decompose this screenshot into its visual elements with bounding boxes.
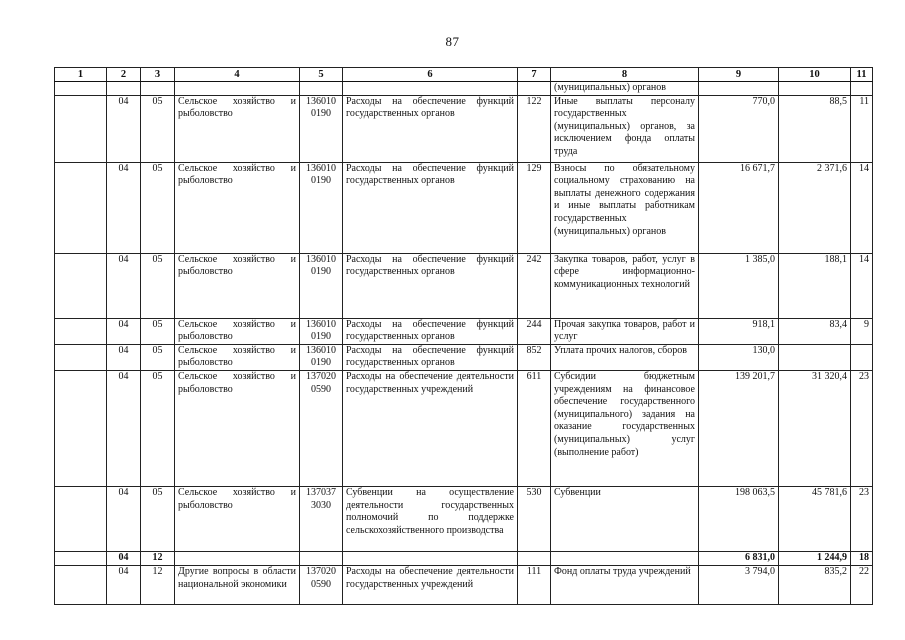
- table-body: [55, 82, 873, 605]
- table-cell: 188,1: [779, 253, 851, 318]
- table-cell: Субсидии бюджетным учреждениям на финансовое обеспечение государственного (муниципального) задания на оказание государственных (муниципальных) услуг (выполнение работ): [551, 370, 699, 486]
- table-cell: 136010 0190: [300, 344, 343, 370]
- table-cell: 05: [141, 370, 175, 486]
- table-row: [55, 344, 873, 370]
- table-cell: 04: [107, 565, 141, 604]
- table-cell: [55, 551, 107, 565]
- table-cell: [300, 551, 343, 565]
- table-cell: 242: [518, 253, 551, 318]
- header-cell: 5: [300, 68, 343, 82]
- table-cell: 1 244,9: [779, 551, 851, 565]
- table-cell: 45 781,6: [779, 486, 851, 551]
- table-cell: [175, 551, 300, 565]
- header-cell: 8: [551, 68, 699, 82]
- table-cell: 136010 0190: [300, 95, 343, 162]
- table-cell: Субвенции на осуществление деятельности государственных полномочий по поддержке сельскохозяйственного производства: [343, 486, 518, 551]
- table-cell: 83,4: [779, 318, 851, 344]
- table-cell: [107, 82, 141, 96]
- table-row: [55, 486, 873, 551]
- table-cell: 11: [851, 95, 873, 162]
- header-cell: 2: [107, 68, 141, 82]
- table-cell: Расходы на обеспечение функций государственных органов: [343, 318, 518, 344]
- table-cell: Сельское хозяйство и рыболовство: [175, 253, 300, 318]
- table-cell: [343, 551, 518, 565]
- table-cell: Другие вопросы в области национальной экономики: [175, 565, 300, 604]
- header-cell: 6: [343, 68, 518, 82]
- table-cell: 04: [107, 344, 141, 370]
- table-cell: 122: [518, 95, 551, 162]
- table-cell: [55, 253, 107, 318]
- table-cell: 198 063,5: [699, 486, 779, 551]
- header-row: [55, 68, 873, 82]
- header-cell: 10: [779, 68, 851, 82]
- table-cell: [55, 95, 107, 162]
- table-cell: [851, 344, 873, 370]
- table-cell: 918,1: [699, 318, 779, 344]
- table-cell: 04: [107, 253, 141, 318]
- table-cell: 137037 3030: [300, 486, 343, 551]
- table-row: [55, 253, 873, 318]
- table-cell: Прочая закупка товаров, работ и услуг: [551, 318, 699, 344]
- table-cell: 05: [141, 486, 175, 551]
- table-cell: [55, 344, 107, 370]
- table-cell: 139 201,7: [699, 370, 779, 486]
- table-cell: 852: [518, 344, 551, 370]
- table-cell: 14: [851, 162, 873, 253]
- table-cell: 04: [107, 370, 141, 486]
- table-cell: 16 671,7: [699, 162, 779, 253]
- table-cell: Расходы на обеспечение деятельности государственных учреждений: [343, 370, 518, 486]
- table-row: [55, 370, 873, 486]
- table-cell: [699, 82, 779, 96]
- table-cell: [300, 82, 343, 96]
- table-cell: [779, 344, 851, 370]
- table-cell: 136010 0190: [300, 162, 343, 253]
- table-cell: Сельское хозяйство и рыболовство: [175, 486, 300, 551]
- continuation-row: [55, 82, 873, 96]
- table-cell: Уплата прочих налогов, сборов: [551, 344, 699, 370]
- table-cell: 14: [851, 253, 873, 318]
- table-cell: 04: [107, 551, 141, 565]
- table-cell: 530: [518, 486, 551, 551]
- table-cell: 12: [141, 565, 175, 604]
- table-cell: [55, 486, 107, 551]
- table-cell: Взносы по обязательному социальному страхованию на выплаты денежного содержания и иные выплаты работникам государственных (муниципальных) органов: [551, 162, 699, 253]
- table-cell: [55, 565, 107, 604]
- table-cell: 04: [107, 162, 141, 253]
- table-cell: [779, 82, 851, 96]
- table-cell: 05: [141, 162, 175, 253]
- table-cell: 130,0: [699, 344, 779, 370]
- table-cell: 137020 0590: [300, 370, 343, 486]
- table-row: [55, 318, 873, 344]
- page-number: 87: [445, 34, 460, 49]
- table-cell: [55, 370, 107, 486]
- table-cell: 04: [107, 486, 141, 551]
- table-cell: 137020 0590: [300, 565, 343, 604]
- table-cell: [551, 551, 699, 565]
- table-cell: 136010 0190: [300, 253, 343, 318]
- table-cell: 05: [141, 95, 175, 162]
- table-cell: 111: [518, 565, 551, 604]
- table-cell: Сельское хозяйство и рыболовство: [175, 95, 300, 162]
- table-cell: 129: [518, 162, 551, 253]
- table-cell: [343, 82, 518, 96]
- table-cell: Сельское хозяйство и рыболовство: [175, 370, 300, 486]
- budget-table: [54, 67, 873, 605]
- table-cell: 12: [141, 551, 175, 565]
- table-cell: [518, 82, 551, 96]
- table-cell: 23: [851, 370, 873, 486]
- header-cell: 4: [175, 68, 300, 82]
- table-cell: Расходы на обеспечение функций государственных органов: [343, 253, 518, 318]
- table-cell: Расходы на обеспечение деятельности государственных учреждений: [343, 565, 518, 604]
- table-cell: 05: [141, 344, 175, 370]
- table-cell: 9: [851, 318, 873, 344]
- header-cell: 7: [518, 68, 551, 82]
- table-cell: 31 320,4: [779, 370, 851, 486]
- table-cell: 23: [851, 486, 873, 551]
- table-cell: Закупка товаров, работ, услуг в сфере информационно-коммуникационных технологий: [551, 253, 699, 318]
- table-cell: [55, 162, 107, 253]
- table-cell: 835,2: [779, 565, 851, 604]
- header-cell: 3: [141, 68, 175, 82]
- table-cell: 244: [518, 318, 551, 344]
- table-cell: [55, 82, 107, 96]
- table-row: [55, 565, 873, 604]
- table-cell: 2 371,6: [779, 162, 851, 253]
- table-cell: Иные выплаты персоналу государственных (муниципальных) органов, за исключением фонда оплаты труда: [551, 95, 699, 162]
- table-cell: [175, 82, 300, 96]
- table-cell: [141, 82, 175, 96]
- table-cell: 04: [107, 95, 141, 162]
- table-cell: Сельское хозяйство и рыболовство: [175, 162, 300, 253]
- header-cell: 9: [699, 68, 779, 82]
- table-cell: 22: [851, 565, 873, 604]
- continuation-text: (муниципальных) органов: [551, 82, 699, 96]
- table-row: [55, 95, 873, 162]
- table-cell: 770,0: [699, 95, 779, 162]
- table-cell: 05: [141, 253, 175, 318]
- table-cell: 1 385,0: [699, 253, 779, 318]
- table-cell: Фонд оплаты труда учреждений: [551, 565, 699, 604]
- table-cell: [851, 82, 873, 96]
- table-cell: Расходы на обеспечение функций государственных органов: [343, 162, 518, 253]
- table-cell: 05: [141, 318, 175, 344]
- table-cell: Сельское хозяйство и рыболовство: [175, 318, 300, 344]
- table-cell: Расходы на обеспечение функций государственных органов: [343, 95, 518, 162]
- subtotal-row: [55, 551, 873, 565]
- table-cell: 3 794,0: [699, 565, 779, 604]
- table-cell: 04: [107, 318, 141, 344]
- table-cell: [55, 318, 107, 344]
- table-cell: 88,5: [779, 95, 851, 162]
- table-cell: Расходы на обеспечение функций государственных органов: [343, 344, 518, 370]
- table-cell: 6 831,0: [699, 551, 779, 565]
- table-row: [55, 162, 873, 253]
- table-cell: Субвенции: [551, 486, 699, 551]
- table-cell: [518, 551, 551, 565]
- table-cell: 136010 0190: [300, 318, 343, 344]
- table-cell: 18: [851, 551, 873, 565]
- header-cell: 11: [851, 68, 873, 82]
- header-cell: 1: [55, 68, 107, 82]
- table-cell: Сельское хозяйство и рыболовство: [175, 344, 300, 370]
- table-cell: 611: [518, 370, 551, 486]
